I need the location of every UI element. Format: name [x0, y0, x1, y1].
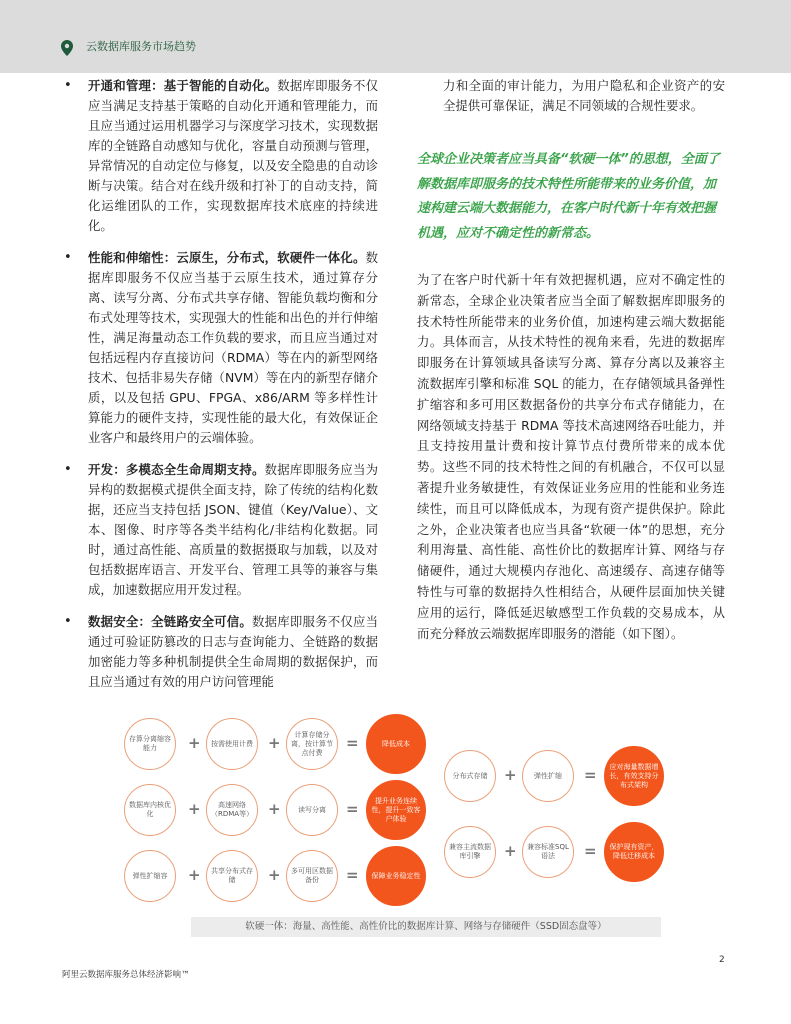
diagram-circle: 弹性扩缩容 [124, 850, 176, 902]
bullet-dot: • [64, 614, 72, 629]
diagram-circle: 多可用区数据备份 [286, 850, 338, 902]
bullet-text: 数据库即服务应当为异构的数据模式提供全面支持，除了传统的结构化数据，还应当支持包括 JSON、键值（Key/Value）、文本、图像、时序等各类半结构化/非结构化数据。同时，通过高性能、高质量的数据摄取与加载，以及对包括数据库语言、开发平台、管理工具等的兼容与集成，加速数据应用开发过程。 [88, 462, 379, 597]
page-number: 2 [719, 955, 725, 965]
bullet-text: 数据库即服务不仅应当满足支持基于策略的自动化开通和管理能力，而且应当通过运用机器学习与深度学习技术，实现数据库的全链路自动感知与优化，容量自动预测与管理，异常情况的自动定位与修复，以及安全隐患的自动诊断与决策。结合对在线升级和打补丁的自动支持，简化运维团队的工作，实现数据库技术底座的持续进化。 [88, 78, 379, 233]
diagram-circle: 存算分离缩容能力 [124, 718, 176, 770]
bullet-heading: 性能和伸缩性：云原生，分布式，软硬件一体化。 [88, 250, 366, 265]
diagram-circle: 兼容主流数据库引擎 [444, 826, 496, 878]
bullet-provisioning [62, 76, 378, 236]
bullet-text: 数据库即服务不仅应当基于云原生技术，通过算存分离、读写分离、分布式共享存储、智能负载均衡和分布式处理等技术，实现强大的性能和出色的并行伸缩性，满足海量动态工作负载的要求，而且应当通过对包括远程内存直接访问（RDMA）等在内的新型网络技术、包括非易失存储（NVM）等在内的新型存储介质，以及包括 GPU、FPGA、x86/ARM 等多样性计算能力的硬件支持，实现性能的最大化，有效保证企业客户和最终用户的云端体验。 [88, 250, 378, 445]
equals-sign: = [584, 766, 597, 784]
header-title: 云数据库服务市场趋势 [86, 40, 196, 53]
diagram-result-circle: 降低成本 [366, 714, 426, 774]
location-pin-icon [61, 40, 73, 56]
equals-sign: = [346, 800, 359, 818]
bullet-development [62, 460, 378, 600]
plus-sign: + [188, 734, 201, 752]
continued-paragraph: 力和全面的审计能力，为用户隐私和企业资产的安全提供可靠保证，满足不同领域的合规性要求。 [443, 78, 725, 113]
bullet-performance [62, 248, 378, 448]
diagram-result-circle: 应对海量数据增长，有效支持分布式架构 [604, 746, 664, 806]
bullet-security [62, 612, 378, 692]
page-footer: 阿里云数据库服务总体经济影响™ [62, 970, 190, 980]
plus-sign: + [504, 842, 517, 860]
diagram-circle: 数据库内核优化 [124, 784, 176, 836]
bullet-heading: 开通和管理：基于智能的自动化。 [88, 78, 278, 93]
plus-sign: + [188, 866, 201, 884]
diagram-circle: 分布式存储 [444, 750, 496, 802]
diagram-circle: 共享分布式存储 [206, 850, 258, 902]
plus-sign: + [188, 800, 201, 818]
plus-sign: + [268, 800, 281, 818]
plus-sign: + [504, 766, 517, 784]
diagram-circle: 按需使用计费 [206, 718, 258, 770]
equals-sign: = [584, 842, 597, 860]
bullet-heading: 开发：多模态全生命周期支持。 [88, 462, 265, 477]
diagram-caption: 软硬一体：海量、高性能、高性价比的数据库计算、网络与存储硬件（SSD固态盘等） [191, 917, 661, 937]
diagram-circle: 高速网络（RDMA等） [206, 784, 258, 836]
value-diagram [110, 706, 690, 916]
bullet-heading: 数据安全：全链路安全可信。 [88, 614, 253, 629]
bullet-dot: • [64, 250, 72, 265]
equals-sign: = [346, 734, 359, 752]
plus-sign: + [268, 734, 281, 752]
diagram-circle: 读写分离 [286, 784, 338, 836]
right-column [417, 76, 725, 644]
bullet-dot: • [64, 78, 72, 93]
diagram-result-circle: 保障业务稳定性 [366, 846, 426, 906]
left-column [62, 76, 378, 704]
diagram-result-circle: 保护现有资产，降低迁移成本 [604, 822, 664, 882]
body-paragraph: 为了在客户时代新十年有效把握机遇，应对不确定性的新常态，全球企业决策者应当全面了解数据库即服务的技术特性所能带来的业务价值，加速构建云端大数据能力。具体而言，从技术特性的视角来看，先进的数据库即服务在计算领域具备读写分离、算存分离以及兼容主流数据库引擎和标准 SQL 的能力，在存储领域具备弹性扩缩容和多可用区数据备份的共享分布式存储能力，在网络领域支持基于 RDMA 等技术高速网络吞吐能力，并且支持按用量计费和按计算节点付费所带来的成本优势。这些不同的技术特性之间的有机融合，不仅可以显著提升业务敏捷性，有效保证业务应用的性能和业务连续性，而且可以降低成本，为现有资产提供保护。除此之外，企业决策者也应当具备“软硬一体”的思想，充分利用海量、高性能、高性价比的数据库计算、网络与存储硬件，通过大规模内存池化、高速缓存、高速存储等特性与可靠的数据持久性相结合，从硬件层面加快关键应用的运行，降低延迟敏感型工作负载的交易成本，从而充分释放云端数据库即服务的潜能（如下图）。 [417, 272, 725, 641]
equals-sign: = [346, 866, 359, 884]
diagram-circle: 兼容标准SQL语法 [522, 826, 574, 878]
diagram-circle: 计算存储分离，按计算节点付费 [286, 718, 338, 770]
bullet-dot: • [64, 462, 72, 477]
plus-sign: + [268, 866, 281, 884]
diagram-result-circle: 提升业务连续性，提升一致客户体验 [366, 780, 426, 840]
page-header [0, 0, 791, 73]
pull-quote: 全球企业决策者应当具备“软硬一体”的思想，全面了解数据库即服务的技术特性所能带来的业务价值，加速构建云端大数据能力，在客户时代新十年有效把握机遇，应对不确定性的新常态。 [417, 152, 720, 241]
diagram-circle: 弹性扩缩 [522, 750, 574, 802]
bullet-text: 数据库即服务不仅应当通过可验证防篡改的日志与查询能力、全链路的数据加密能力等多种机制提供全生命周期的数据保护，而且应当通过有效的用户访问管理能 [88, 614, 379, 689]
